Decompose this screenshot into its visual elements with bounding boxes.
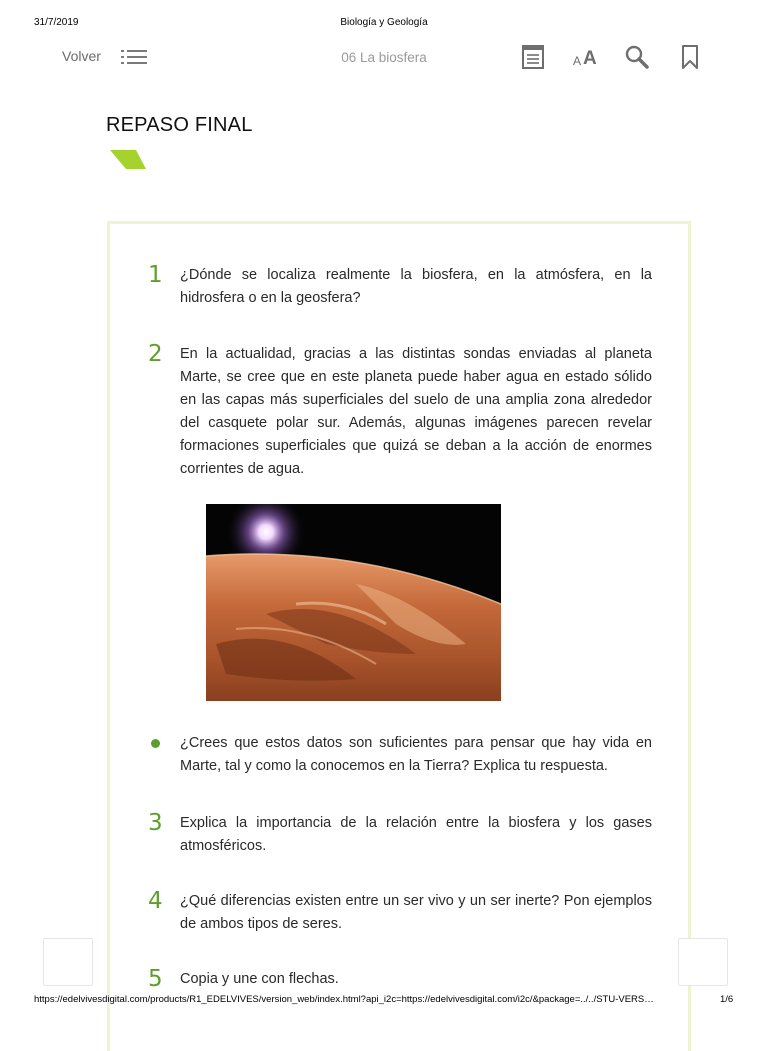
heading-accent <box>110 150 146 170</box>
mars-image <box>206 504 501 701</box>
print-date: 31/7/2019 <box>34 17 79 28</box>
exercise-text: Copia y une con flechas. <box>180 971 339 987</box>
print-url: https://edelvivesdigital.com/products/R1_EDELVIVES/version_web/index.html?api_i2c=https://edelvivesdigital.com/i2c/&package=../../STU-VERS… <box>34 994 654 1005</box>
exercise-number: 2 <box>148 341 163 367</box>
print-title: Biología y Geología <box>340 17 428 28</box>
font-size-icon[interactable] <box>571 46 601 72</box>
svg-text:A: A <box>573 54 582 68</box>
exercise-number: 3 <box>148 810 163 836</box>
exercise-text: ¿Crees que estos datos son suficientes para pensar que hay vida en Marte, tal y como la conocemos en la Tierra? Explica tu respuesta. <box>180 735 652 774</box>
toc-icon[interactable] <box>520 44 546 70</box>
section-heading: REPASO FINAL <box>106 114 253 136</box>
search-icon[interactable] <box>624 44 650 70</box>
back-button[interactable]: Volver <box>62 48 101 64</box>
previous-page-button[interactable] <box>43 938 93 986</box>
print-page-number: 1/6 <box>720 994 734 1005</box>
bookmark-icon[interactable] <box>678 44 704 70</box>
exercise-text: En la actualidad, gracias a las distintas sondas enviadas al planeta Marte, se cree que en este planeta puede haber agua en estado sólido en las capas más superficiales del suelo de una amplia zona alrededor del casquete polar sur. Además, algunas imágenes parecen revelar formaciones superficiales que quizá se deban a la acción de enormes corrientes de agua. <box>180 346 652 477</box>
exercise-text: ¿Dónde se localiza realmente la biosfera, en la atmósfera, en la hidrosfera o en la geosfera? <box>180 267 652 306</box>
exercise-number: 1 <box>148 262 163 288</box>
exercise-number: 5 <box>148 966 163 992</box>
exercise-number: 4 <box>148 888 163 914</box>
chapter-title: 06 La biosfera <box>341 50 427 65</box>
exercise-text: Explica la importancia de la relación entre la biosfera y los gases atmosféricos. <box>180 815 652 854</box>
bullet-point <box>151 739 160 748</box>
exercise-text: ¿Qué diferencias existen entre un ser vivo y un ser inerte? Pon ejemplos de ambos tipos de seres. <box>180 893 652 932</box>
next-page-button[interactable] <box>678 938 728 986</box>
svg-text:A: A <box>583 48 597 69</box>
